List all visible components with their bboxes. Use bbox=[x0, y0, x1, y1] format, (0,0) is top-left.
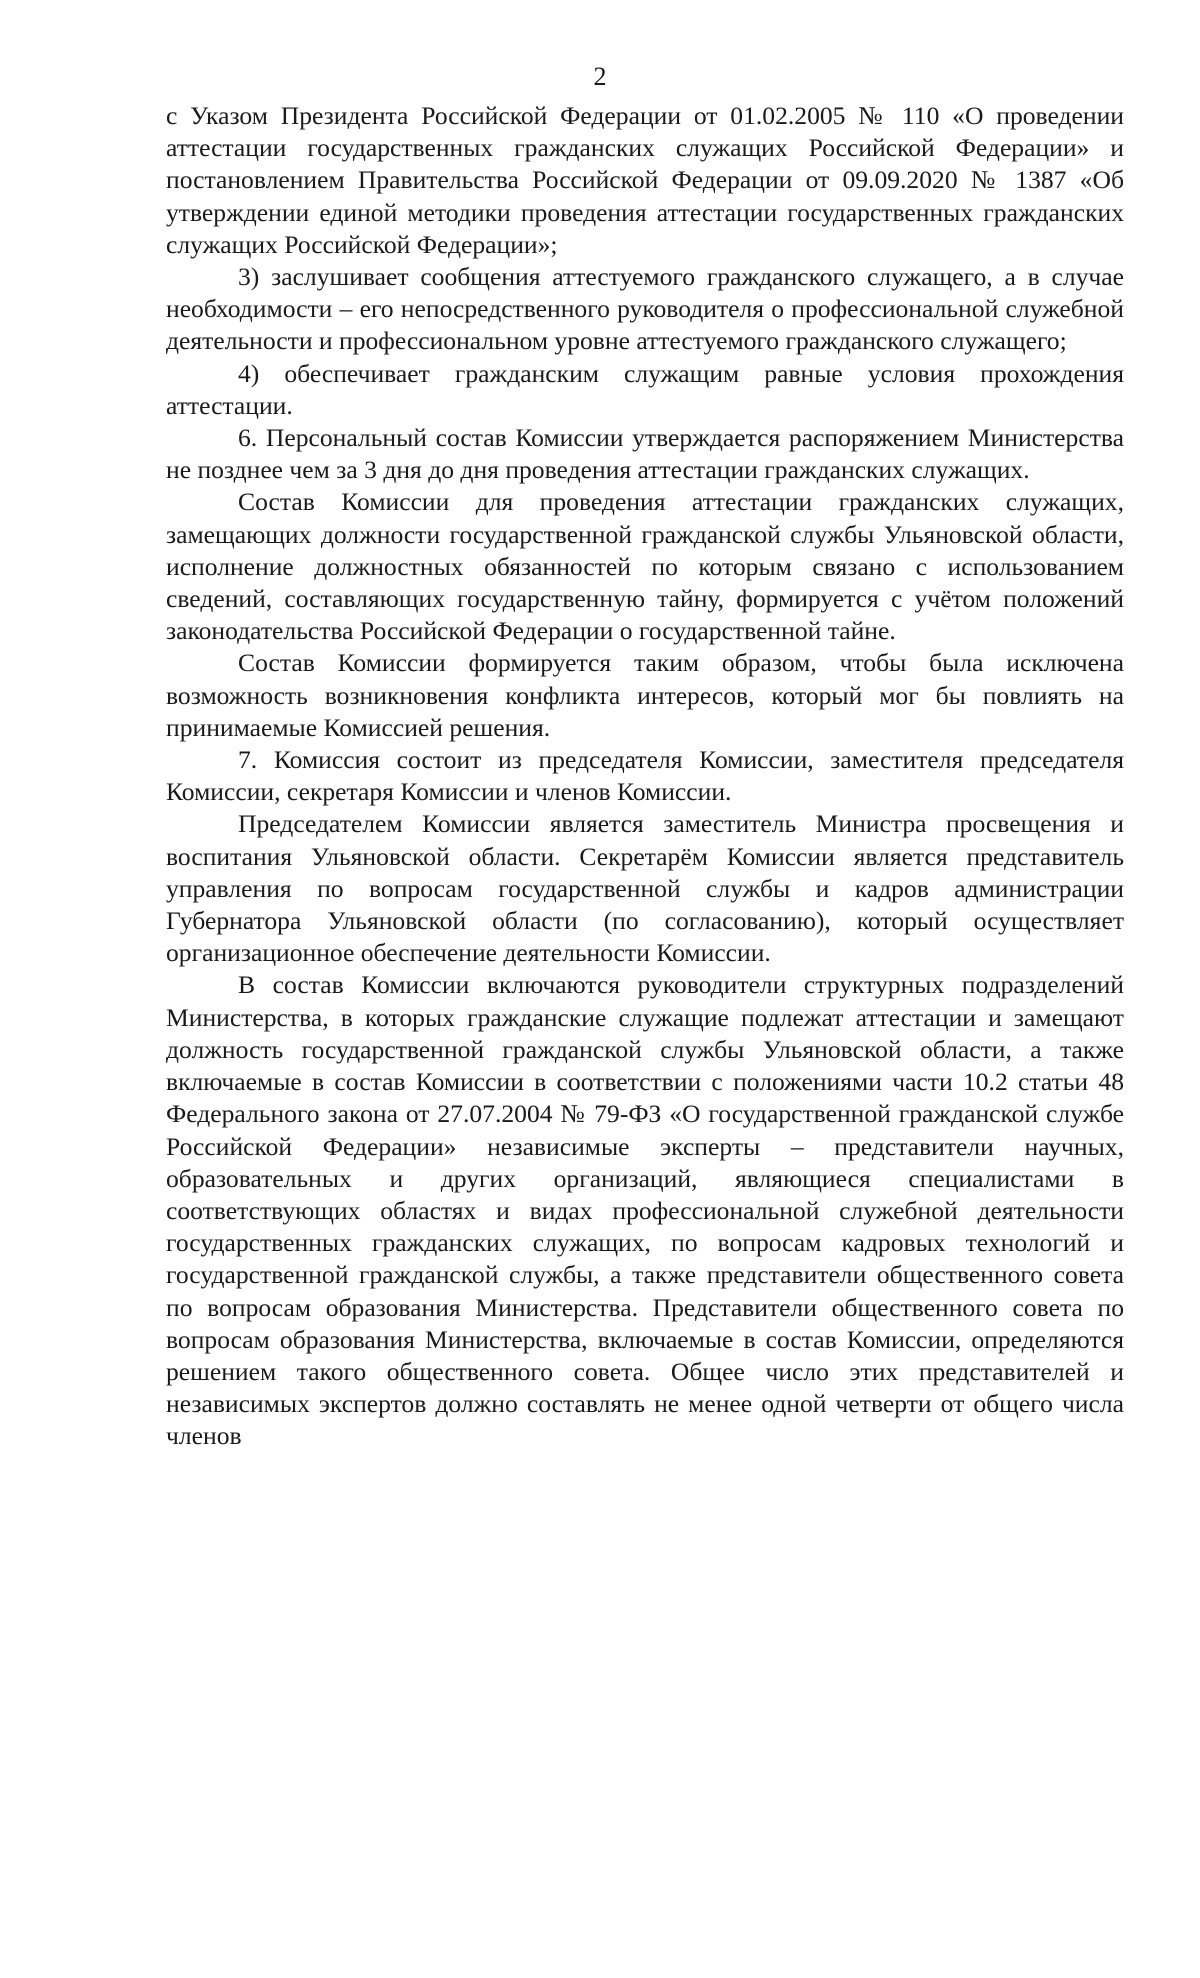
paragraph-commission-members: В состав Комиссии включаются руководители структурных подразделений Министерства, в которых гражданские служащие подлежат аттестации и замещают должность государственной гражданской службы Ульяновской области, а также включаемые в состав Комиссии в соответствии с положениями части 10.2 статьи 48 Федерального закона от 27.07.2004 № 79-ФЗ «О государственной гражданской службе Российской Федерации» независимые эксперты – представители научных, образовательных и других организаций, являющиеся специалистами в соответствующих областях и видах профессиональной служебной деятельности государственных гражданских служащих, по вопросам кадровых технологий и государственной гражданской службы, а также представители общественного совета по вопросам образования Министерства. Представители общественного совета по вопросам образования Министерства, включаемые в состав Комиссии, определяются решением такого общественного совета. Общее число этих представителей и независимых экспертов должно составлять не менее одной четверти от общего числа членов bbox=[166, 970, 1124, 1451]
paragraph-state-secret-composition: Состав Комиссии для проведения аттестации гражданских служащих, замещающих должности государственной гражданской службы Ульяновской области, исполнение должностных обязанностей по которым связано с использованием сведений, составляющих государственную тайну, формируется с учётом положений законодательства Российской Федерации о государственной тайне. bbox=[166, 487, 1124, 646]
paragraph-chair-and-secretary: Председателем Комиссии является заместитель Министра просвещения и воспитания Ульяновской области. Секретарём Комиссии является представитель управления по вопросам государственной службы и кадров администрации Губернатора Ульяновской области (по согласованию), который осуществляет организационное обеспечение деятельности Комиссии. bbox=[166, 809, 1124, 968]
paragraph-conflict-of-interest: Состав Комиссии формируется таким образом, чтобы была исключена возможность возникновения конфликта интересов, который мог бы повлиять на принимаемые Комиссией решения. bbox=[166, 648, 1124, 742]
paragraph-attestation-decrees: с Указом Президента Российской Федерации от 01.02.2005 № 110 «О проведении аттестации государственных гражданских служащих Российской Федерации» и постановлением Правительства Российской Федерации от 09.09.2020 № 1387 «Об утверждении единой методики проведения аттестации государственных гражданских служащих Российской Федерации»; bbox=[166, 101, 1124, 259]
document-body bbox=[166, 100, 1124, 1453]
paragraph-item-3: 3) заслушивает сообщения аттестуемого гражданского служащего, а в случае необходимости – его непосредственного руководителя о профессиональной служебной деятельности и профессиональном уровне аттестуемого гражданского служащего; bbox=[166, 262, 1124, 356]
paragraph-section-7: 7. Комиссия состоит из председателя Комиссии, заместителя председателя Комиссии, секретаря Комиссии и членов Комиссии. bbox=[166, 745, 1124, 807]
page-number: 2 bbox=[593, 62, 607, 91]
paragraph-section-6: 6. Персональный состав Комиссии утверждается распоряжением Министерства не позднее чем за 3 дня до дня проведения аттестации гражданских служащих. bbox=[166, 423, 1124, 485]
paragraph-item-4: 4) обеспечивает гражданским служащим равные условия прохождения аттестации. bbox=[166, 358, 1124, 420]
